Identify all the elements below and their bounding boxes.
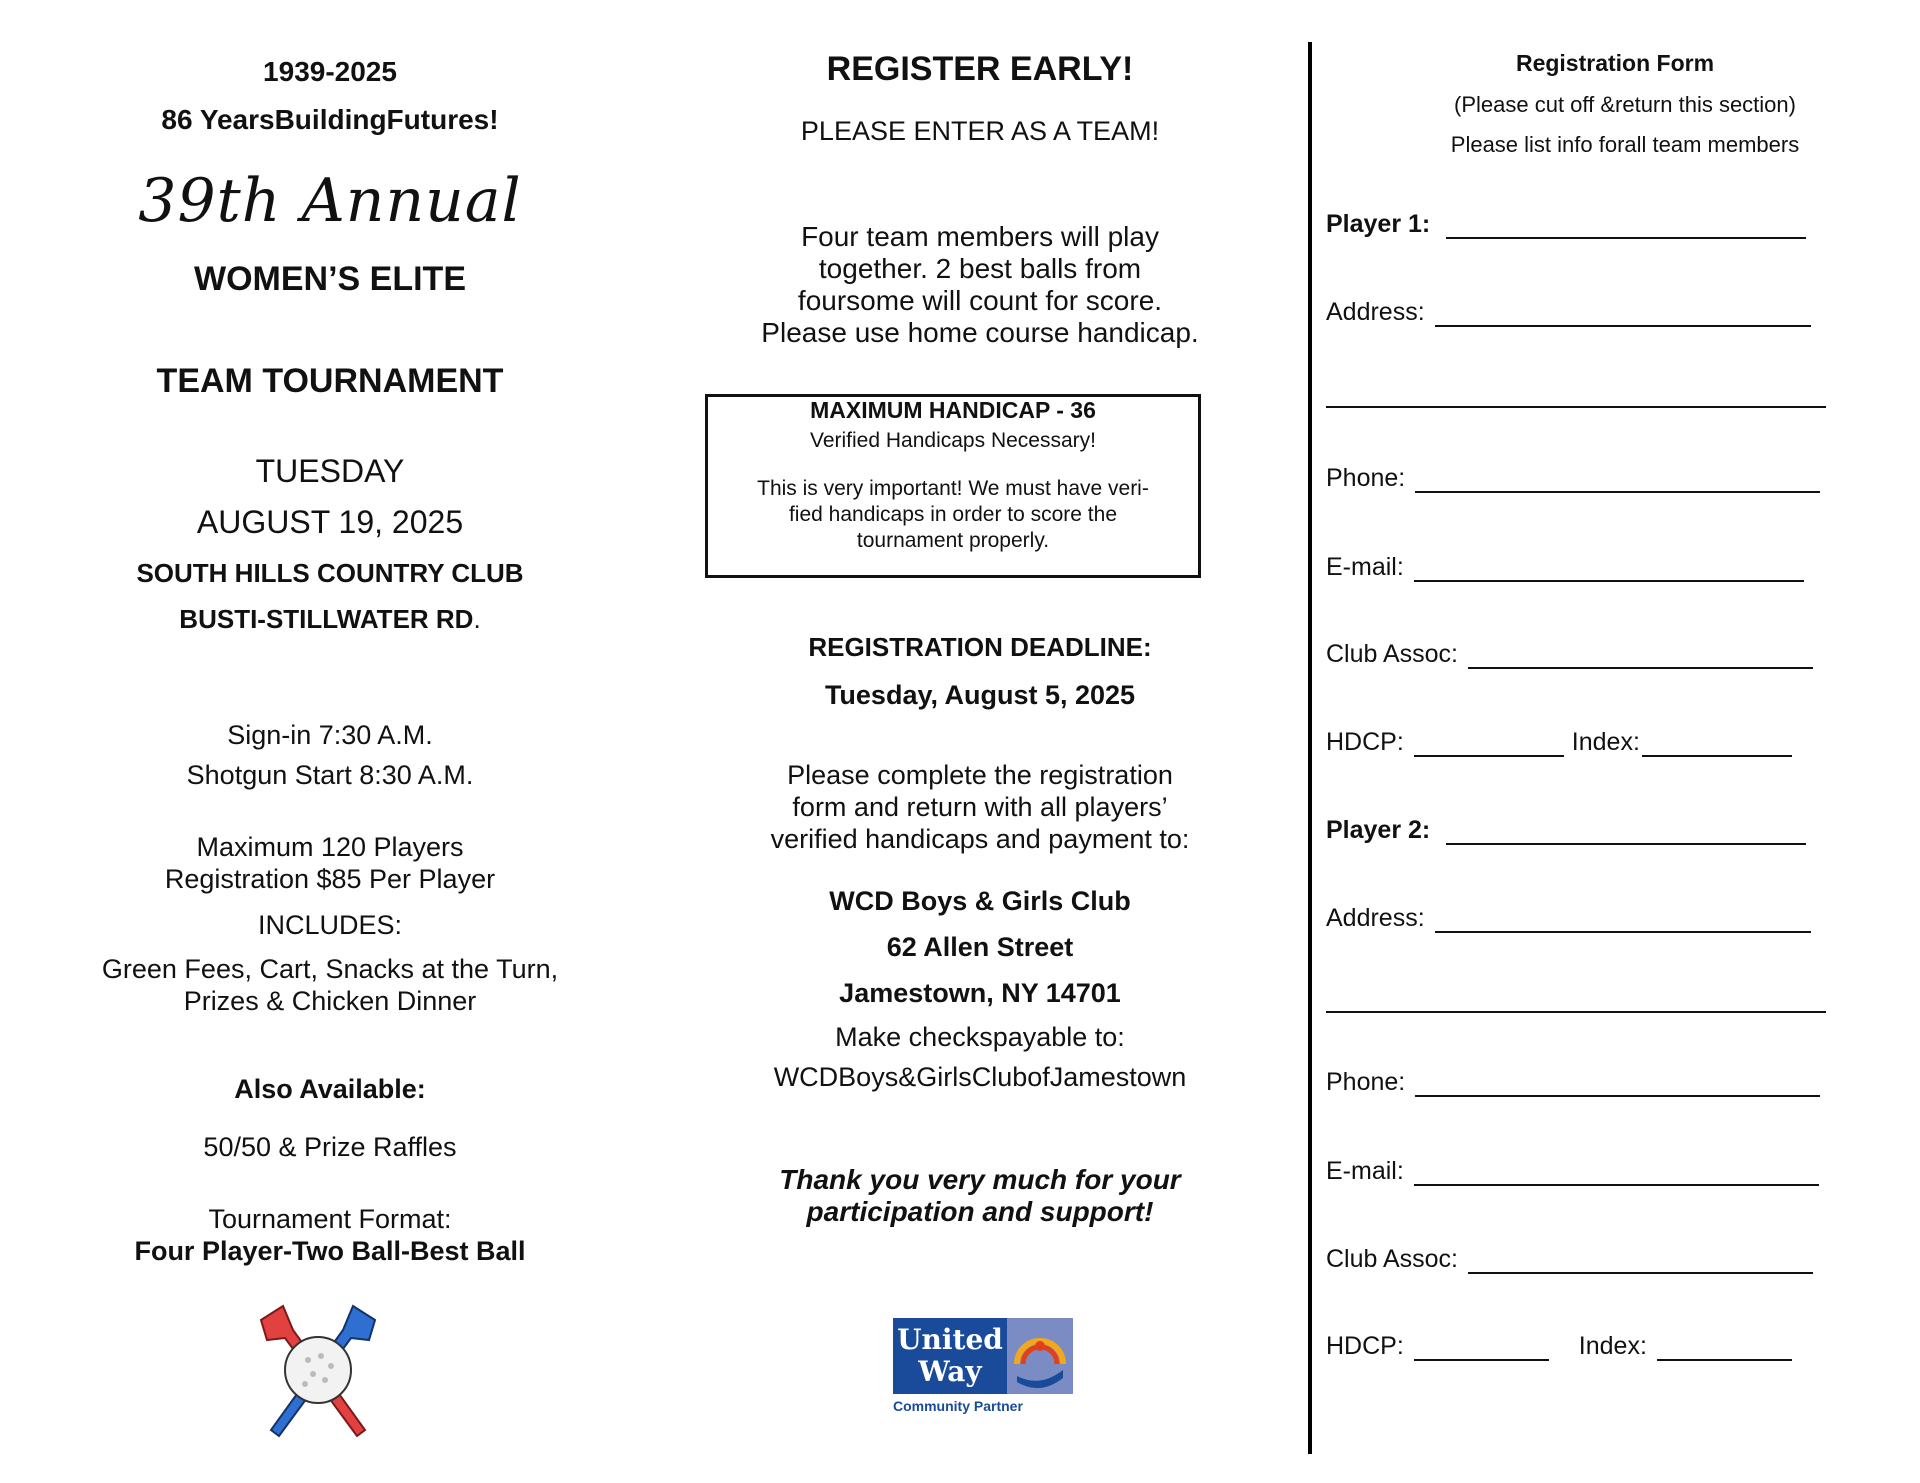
org-city: Jamestown, NY 14701 [839,978,1121,1008]
rules-line3: foursome will count for score. [797,285,1163,316]
box-subheading: Verified Handicaps Necessary! [810,429,1096,452]
club-label: Club Assoc: [1326,1245,1459,1273]
uw-line1: United [897,1323,1003,1356]
player2-hdcp-field[interactable] [1326,1332,1792,1361]
deadline-label: REGISTRATION DEADLINE: [808,632,1152,662]
complete-line1: Please complete the registration [787,760,1173,790]
years-range: 1939-2025 [263,56,397,87]
event-date: AUGUST 19, 2025 [196,504,464,540]
org-name: WCD Boys & Girls Club [829,886,1131,916]
phone-label: Phone: [1326,464,1406,492]
index-label: Index: [1571,728,1640,756]
complete-line3: verified handicaps and payment to: [770,824,1190,854]
event-day: TUESDAY [255,453,405,489]
thanks-line1: Thank you very much for your [779,1164,1181,1195]
player1-email-field[interactable] [1326,553,1804,582]
player1-address-line2[interactable] [1326,382,1826,408]
max-players: Maximum 120 Players [196,832,464,862]
registration-fee: Registration $85 Per Player [164,864,496,894]
thanks-line2: participation and support! [806,1196,1154,1227]
address-label: Address: [1326,298,1425,326]
register-early: REGISTER EARLY! [826,50,1134,88]
venue-name: SOUTH HILLS COUNTRY CLUB [136,558,524,588]
phone-line[interactable] [1415,1071,1820,1097]
united-way-logo [893,1318,1073,1418]
form-title: Registration Form [1515,50,1715,76]
player2-email-field[interactable] [1326,1157,1819,1186]
hdcp-label: HDCP: [1326,1332,1404,1360]
player1-address-field[interactable] [1326,298,1811,327]
also-available-label: Also Available: [234,1074,426,1104]
player2-phone-field[interactable] [1326,1068,1820,1097]
player1-hdcp-field[interactable] [1326,728,1792,757]
cut-divider [1308,42,1312,1454]
player1-club-field[interactable] [1326,640,1813,669]
player1-field[interactable] [1326,210,1806,239]
index-line[interactable] [1657,1335,1792,1361]
rules-line2: together. 2 best balls from [818,253,1142,284]
tournament-title-line1: WOMEN’S ELITE [194,260,466,298]
org-street: 62 Allen Street [886,932,1074,962]
annual-heading: 39th Annual [138,166,522,236]
hdcp-line[interactable] [1414,1335,1549,1361]
united-way-hand-person-icon [1007,1318,1073,1394]
index-line[interactable] [1642,731,1792,757]
tagline: 86 YearsBuildingFutures! [161,104,499,135]
player2-label: Player 2: [1326,816,1431,844]
uw-caption: Community Partner [893,1398,1023,1414]
shotgun-time: Shotgun Start 8:30 A.M. [186,760,474,790]
raffles: 50/50 & Prize Raffles [203,1132,457,1162]
includes-line1: Green Fees, Cart, Snacks at the Turn, [101,954,559,984]
player2-address-field[interactable] [1326,904,1811,933]
enter-as-team: PLEASE ENTER AS A TEAM! [800,116,1160,146]
hdcp-label: HDCP: [1326,728,1404,756]
address-line2[interactable] [1326,987,1826,1013]
box-heading: MAXIMUM HANDICAP - 36 [810,397,1096,423]
player2-address-line2[interactable] [1326,987,1826,1013]
includes-line2: Prizes & Chicken Dinner [183,986,477,1016]
united-way-wordmark [893,1318,1007,1394]
box-text-line2: fied handicaps in order to score the [788,503,1118,526]
box-text-line3: tournament properly. [856,529,1050,552]
complete-line2: form and return with all players’ [792,792,1168,822]
format-label: Tournament Format: [208,1204,452,1234]
form-sub1: (Please cut off &return this section) [1454,92,1796,117]
form-sub2: Please list info forall team members [1450,132,1800,157]
address-line[interactable] [1435,907,1811,933]
email-line[interactable] [1414,1160,1819,1186]
address-label: Address: [1326,904,1425,932]
signin-time: Sign-in 7:30 A.M. [227,720,433,750]
email-label: E-mail: [1326,1157,1404,1185]
box-text-line1: This is very important! We must have veri- [757,477,1149,500]
club-line[interactable] [1468,1248,1813,1274]
address-line2[interactable] [1326,382,1826,408]
player2-club-field[interactable] [1326,1245,1813,1274]
club-line[interactable] [1468,643,1813,669]
deadline-date: Tuesday, August 5, 2025 [824,680,1136,710]
format-value: Four Player-Two Ball-Best Ball [134,1236,526,1266]
player1-label: Player 1: [1326,210,1431,238]
player2-line[interactable] [1446,819,1806,845]
phone-line[interactable] [1415,467,1820,493]
player2-field[interactable] [1326,816,1806,845]
email-label: E-mail: [1326,553,1404,581]
club-label: Club Assoc: [1326,640,1459,668]
phone-label: Phone: [1326,1068,1406,1096]
uw-line2: Way [918,1355,982,1388]
checks-payee: WCDBoys&GirlsClubofJamestown [773,1062,1187,1092]
player1-line[interactable] [1446,213,1806,239]
email-line[interactable] [1414,556,1804,582]
hdcp-line[interactable] [1414,731,1564,757]
player1-phone-field[interactable] [1326,464,1820,493]
venue-road: BUSTI-STILLWATER RD. [179,604,481,634]
includes-label: INCLUDES: [257,910,403,940]
index-label: Index: [1578,1332,1647,1360]
golf-tees-ball-icon [253,1300,383,1440]
checks-label: Make checkspayable to: [835,1022,1125,1052]
tournament-title-line2: TEAM TOURNAMENT [156,362,504,400]
rules-line4: Please use home course handicap. [761,317,1199,348]
address-line[interactable] [1435,301,1811,327]
rules-line1: Four team members will play [801,221,1159,252]
handicap-notice-box [705,394,1201,578]
